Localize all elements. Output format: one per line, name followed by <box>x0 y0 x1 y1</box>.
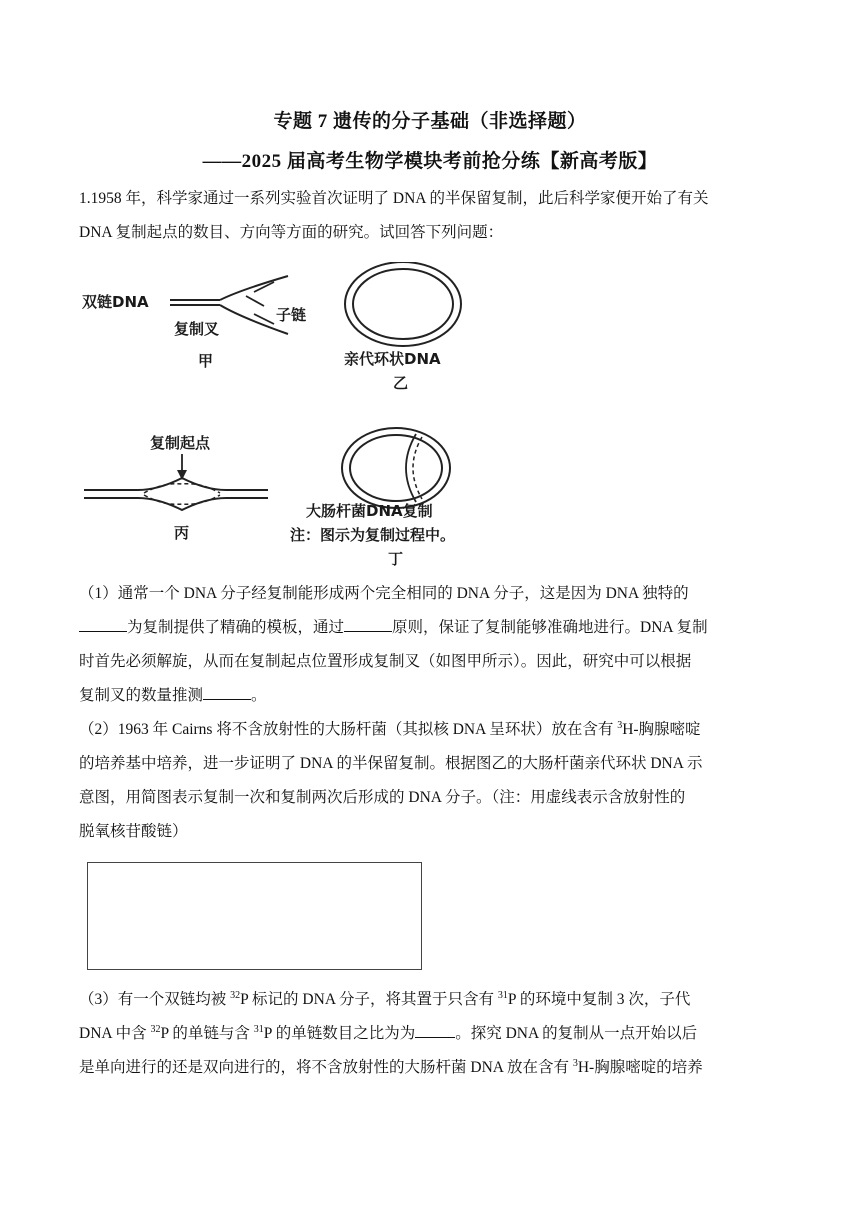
drawing-answer-box[interactable] <box>87 862 422 970</box>
circular-dna-yi <box>344 262 461 392</box>
caption-ding: 丁 <box>388 550 404 568</box>
caption-jia: 甲 <box>198 352 214 370</box>
part3-line-1: （3）有一个双链均被 $^{32}$P 标记的 DNA 分子，将其置于只含有 $^{31}$P 的环境中复制 3 次，子代 <box>79 989 691 1008</box>
replication-bubble-bing <box>84 434 268 542</box>
intro-line-1: 1.1958 年，科学家通过一系列实验首次证明了 DNA 的半保留复制，此后科学家便开始了有关 <box>79 190 709 207</box>
part1-line-2: 为复制提供了精确的模板，通过 原则，保证了复制能够准确地进行。DNA 复制 <box>79 611 782 645</box>
figure-note: 注：图示为复制过程中。 <box>290 526 456 544</box>
part1-line-4: 复制叉的数量推测 。 <box>79 679 782 713</box>
answer-blank-4[interactable] <box>415 1021 455 1038</box>
question-1-part-3 <box>79 983 782 1085</box>
part2-line-3: 意图，用简图表示复制一次和复制两次后形成的 DNA 分子。（注：用虚线表示含放射性的 <box>79 789 686 806</box>
question-1-intro <box>79 182 782 250</box>
question-1-part-1 <box>79 577 782 713</box>
title-line-2: ——2025 届高考生物学模块考前抢分练【新高考版】 <box>202 151 658 172</box>
label-parent-circular-dna: 亲代环状DNA <box>344 350 441 368</box>
fork-diagram-jia <box>82 276 306 370</box>
dna-replication-figure <box>78 262 508 572</box>
part1-line-3: 时首先必须解旋，从而在复制起点位置形成复制叉（如图甲所示）。因此，研究中可以根据 <box>79 653 692 670</box>
answer-blank-3[interactable] <box>203 683 251 700</box>
figure-svg <box>78 262 508 572</box>
label-daughter-strand: 子链 <box>276 306 307 324</box>
part2-line-2: 的培养基中培养，进一步证明了 DNA 的半保留复制。根据图乙的大肠杆菌亲代环状 DNA 示 <box>79 755 703 772</box>
part3-line-2: DNA 中含 $^{32}$P 的单链与含 $^{31}$P 的单链数目之比为为 。探究 DNA 的复制从一点开始以后 <box>79 1017 782 1051</box>
answer-blank-1[interactable] <box>79 615 127 632</box>
part3-line-3: 是单向进行的还是双向进行的，将不含放射性的大肠杆菌 DNA 放在含有 $^3$H-胸腺嘧啶的培养 <box>79 1057 703 1076</box>
label-ecoli-dna-replication: 大肠杆菌DNA复制 <box>306 502 433 520</box>
label-replication-fork: 复制叉 <box>174 320 220 338</box>
part1-line-1: （1）通常一个 DNA 分子经复制能形成两个完全相同的 DNA 分子，这是因为 DNA 独特的 <box>79 585 689 602</box>
question-1-part-2 <box>79 713 782 849</box>
ecoli-replication-ding <box>290 428 455 568</box>
part2-line-1: （2）1963 年 Cairns 将不含放射性的大肠杆菌（其拟核 DNA 呈环状）放在含有 $^3$H-胸腺嘧啶 <box>79 719 701 738</box>
caption-bing: 丙 <box>174 524 190 542</box>
label-replication-origin: 复制起点 <box>150 434 211 452</box>
answer-blank-2[interactable] <box>344 615 392 632</box>
caption-yi: 乙 <box>393 374 409 392</box>
intro-line-2: DNA 复制起点的数目、方向等方面的研究。试回答下列问题： <box>79 224 504 241</box>
label-dsdna: 双链DNA <box>82 293 149 311</box>
title-line-1: 专题 7 遗传的分子基础（非选择题） <box>273 111 587 132</box>
part2-line-4: 脱氧核苷酸链） <box>79 823 188 840</box>
